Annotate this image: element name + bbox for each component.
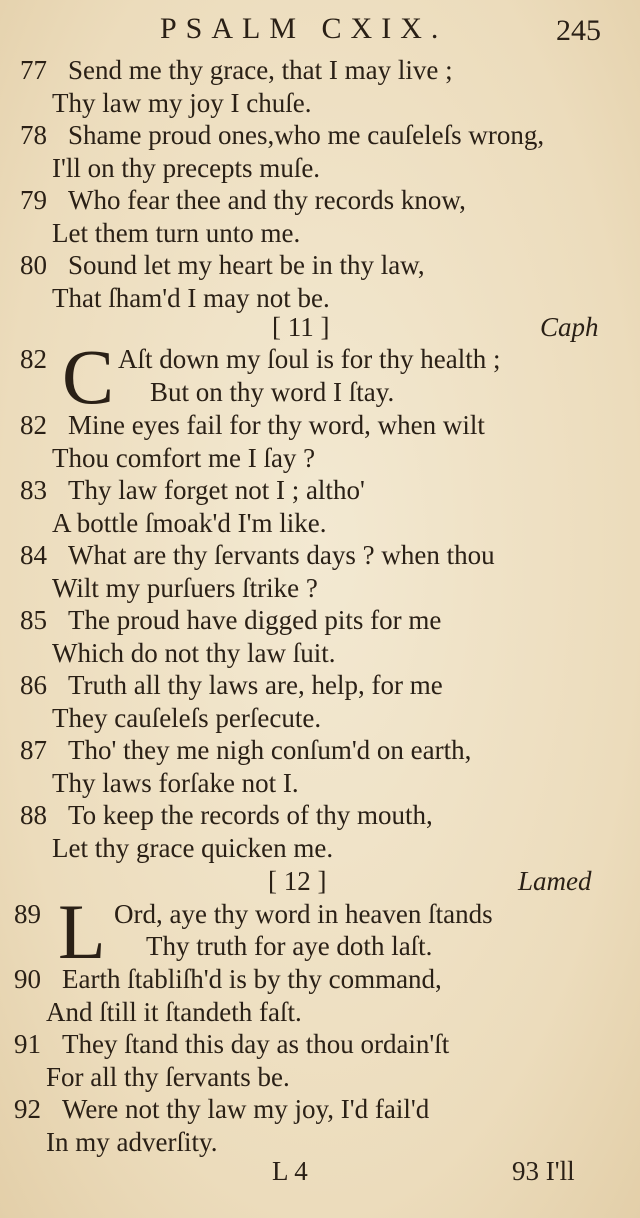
verse-number: 80 [20,250,47,280]
verse-number: 82 [20,410,47,440]
page-number: 245 [556,14,601,47]
verse-line: Sound let my heart be in thy law, [68,250,425,280]
verse-line: I'll on thy precepts muſe. [52,152,321,183]
verse-line: Who fear thee and thy records know, [68,185,466,215]
catchword: 93 I'll [512,1156,575,1186]
verse-line: But on thy word I ſtay. [150,377,395,407]
verse-line: What are thy ſervants days ? when thou [68,540,495,570]
verse-number: 84 [20,540,47,570]
verse-number: 90 [14,964,41,994]
verse-number: 91 [14,1029,41,1059]
page-title: PSALM CXIX. [160,12,448,45]
verse-number: 88 [20,800,47,830]
dropcap-c: C [62,333,115,420]
verse-number: 83 [20,475,47,505]
verse-line: Earth ſtabliſh'd is by thy command, [62,964,442,994]
verse-line: Send me thy grace, that I may live ; [68,55,453,85]
verse-number: 89 [14,899,41,929]
verse-number: 85 [20,605,47,635]
verse-line: That ſham'd I may not be. [52,282,330,313]
verse-line: For all thy ſervants be. [46,1061,290,1092]
verse-number: 92 [14,1094,41,1124]
verse-number: 78 [20,120,47,150]
verse-number: 77 [20,55,47,85]
verse-line: They ſtand this day as thou ordain'ſt [62,1029,450,1059]
verse-line: Shame proud ones,who me cauſeleſs wrong, [68,120,545,150]
verse-line: Thy laws forſake not I. [52,767,299,798]
section-marker-11: [ 11 ] [272,312,330,342]
verse-line: And ſtill it ſtandeth faſt. [46,996,302,1027]
verse-line: Which do not thy law ſuit. [52,637,336,668]
verse-line: Aſt down my ſoul is for thy health ; [118,344,501,374]
section-marker-12: [ 12 ] [268,866,327,896]
dropcap-l: L [58,888,106,975]
section-name-caph: Caph [540,312,599,342]
section-name-lamed: Lamed [518,866,592,896]
signature-mark: L 4 [272,1156,308,1186]
verse-number: 87 [20,735,47,765]
verse-line: In my adverſity. [46,1126,218,1157]
verse-number: 79 [20,185,47,215]
verse-line: A bottle ſmoak'd I'm like. [52,507,327,538]
verse-line: Thy law my joy I chuſe. [52,87,312,118]
verse-line: The proud have digged pits for me [68,605,442,635]
verse-line: Let them turn unto me. [52,217,301,248]
verse-line: Truth all thy laws are, help, for me [68,670,443,700]
verse-line: Thy truth for aye doth laſt. [146,931,433,961]
verse-line: Tho' they me nigh conſum'd on earth, [68,735,472,765]
verse-line: Ord, aye thy word in heaven ſtands [114,899,493,929]
verse-line: Wilt my purſuers ſtrike ? [52,572,318,603]
verse-number: 82 [20,344,47,374]
verse-number: 86 [20,670,47,700]
verse-line: Mine eyes fail for thy word, when wilt [68,410,485,440]
verse-line: Let thy grace quicken me. [52,832,334,863]
verse-line: Were not thy law my joy, I'd fail'd [62,1094,430,1124]
verse-line: To keep the records of thy mouth, [68,800,433,830]
verse-line: Thou comfort me I ſay ? [52,442,316,473]
verse-line: Thy law forget not I ; altho' [68,475,365,505]
verse-line: They cauſeleſs perſecute. [52,702,322,733]
